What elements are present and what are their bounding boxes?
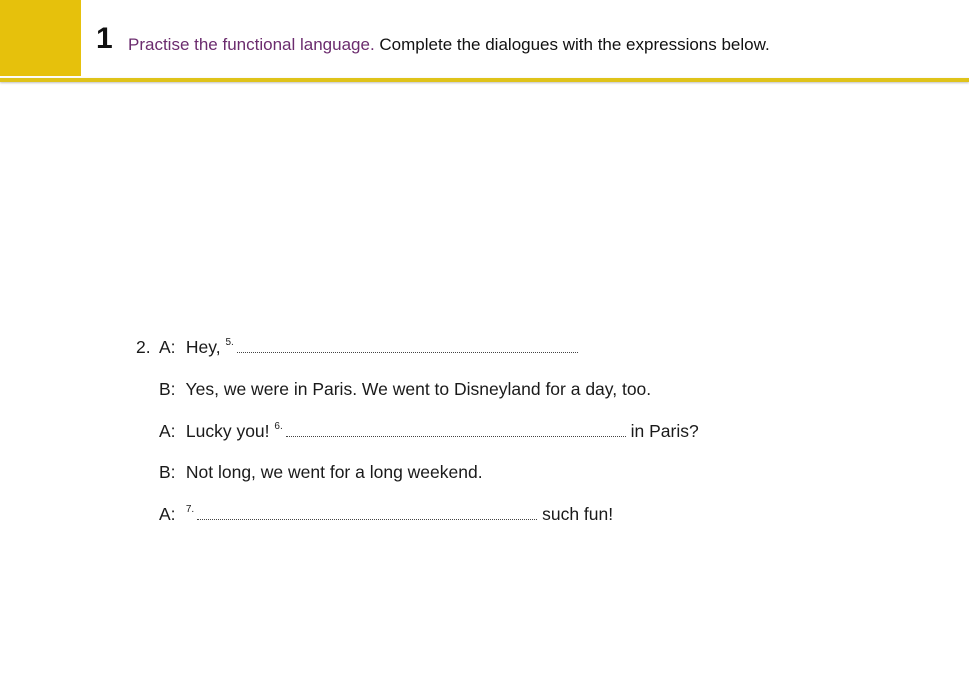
dialogue-line [159, 420, 699, 442]
instruction-rest: Complete the dialogues with the expressions below. [374, 35, 770, 54]
dialogue-line [159, 461, 483, 483]
header-divider [0, 78, 969, 82]
dialogue-line [159, 503, 613, 525]
task-number: 1 [96, 22, 113, 55]
answer-blank-7[interactable] [197, 505, 537, 520]
gap-number: 7. [185, 504, 195, 515]
speaker-label: B: [159, 379, 176, 399]
line-text: Yes, we were in Paris. We went to Disneyland for a day, too. [185, 379, 652, 399]
speaker-label: A: [159, 504, 176, 524]
item-number: 2. [136, 337, 151, 357]
line-text: Not long, we went for a long weekend. [185, 462, 483, 482]
instruction-lead: Practise the functional language. [128, 35, 375, 54]
speaker-label: A: [159, 337, 176, 357]
answer-blank-6[interactable] [286, 422, 626, 437]
gap-number: 6. [274, 421, 283, 432]
gap-number: 5. [225, 337, 234, 348]
line-text-after: such fun! [542, 504, 614, 524]
line-text-before: Hey, [185, 337, 221, 357]
line-text-before: Lucky you! [185, 421, 270, 441]
dialogue-line [159, 378, 651, 400]
task-instruction [128, 35, 770, 55]
speaker-label: A: [159, 421, 176, 441]
header-accent-block [0, 0, 81, 76]
answer-blank-5[interactable] [237, 338, 578, 353]
speaker-label: B: [159, 462, 176, 482]
line-text-after: in Paris? [630, 421, 699, 441]
